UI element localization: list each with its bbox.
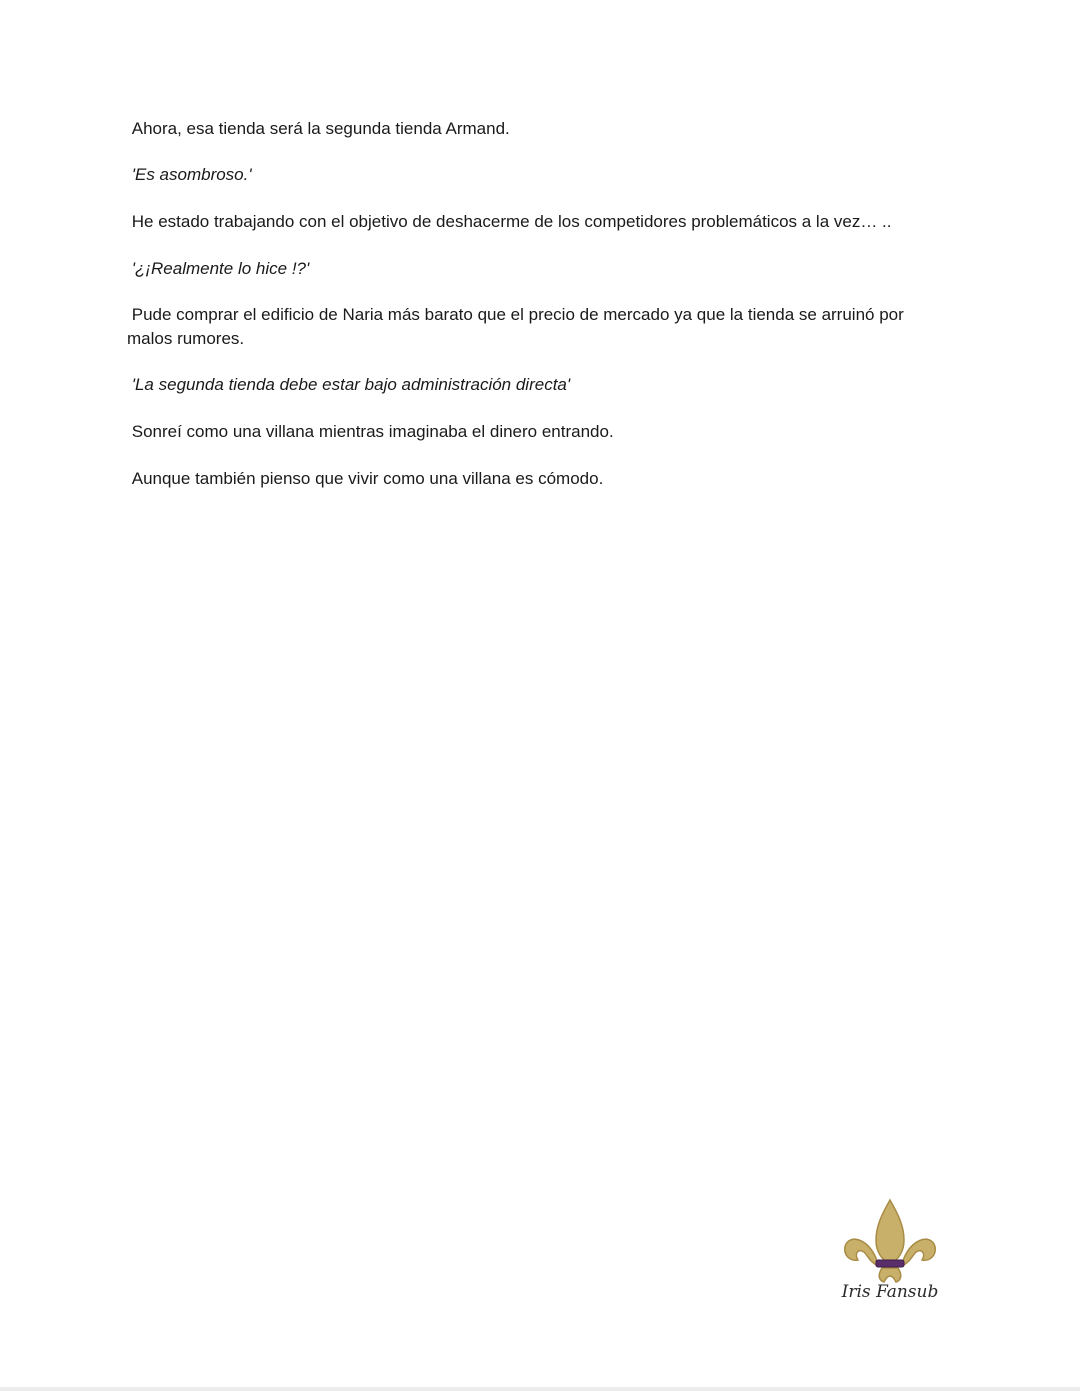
paragraph-2-thought: 'Es asombroso.' (127, 165, 252, 184)
paragraph-8: Aunque también pienso que vivir como una villana es cómodo. (127, 469, 604, 488)
paragraph-1: Ahora, esa tienda será la segunda tienda Armand. (127, 119, 510, 138)
paragraph-6-thought: 'La segunda tienda debe estar bajo administración directa' (127, 375, 571, 394)
watermark-text: Iris Fansub (841, 1282, 939, 1302)
page-bottom-edge (0, 1387, 1080, 1391)
paragraph-5: Pude comprar el edificio de Naria más barato que el precio de mercado ya que la tienda se arruinó por malos rumores. (127, 305, 909, 348)
paragraph-3: He estado trabajando con el objetivo de deshacerme de los competidores problemáticos a la vez… .. (127, 212, 892, 231)
paragraph-4-thought: '¿¡Realmente lo hice !?' (127, 259, 310, 278)
paragraph-7: Sonreí como una villana mientras imaginaba el dinero entrando. (127, 422, 614, 441)
